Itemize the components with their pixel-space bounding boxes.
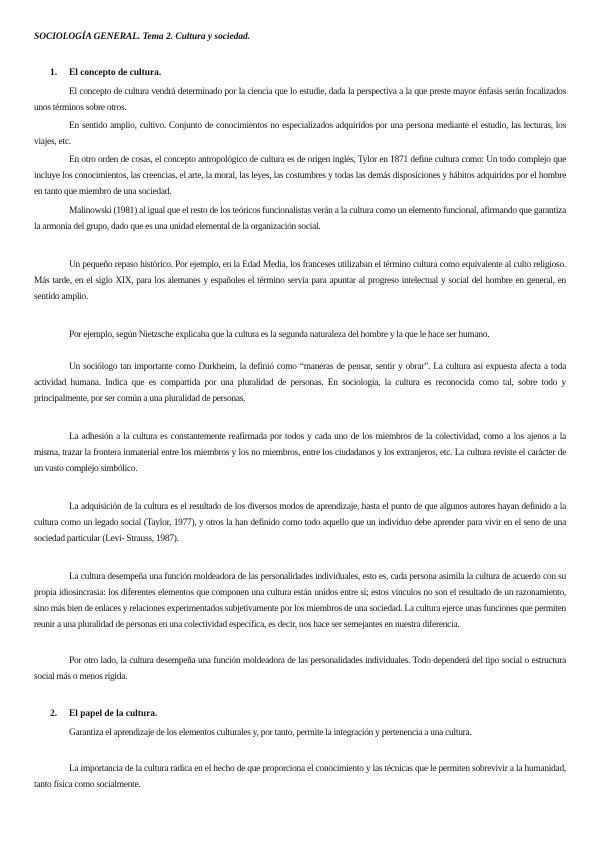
paragraph: La adhesión a la cultura es constantemente reafirmada por todos y cada uno de los miembros de la colectividad, como a los ajenos a la misma, trazar la frontera inmaterial entre los miembros y los no miembros, entre los ciudadanos y los extranjeros, etc. La cultura reviste el carácter de un vasto complejo simbólico.	[34, 432, 566, 475]
paragraph: Por ejemplo, según Nietzsche explicaba que la cultura es la segunda naturaleza del hombre y la que le hace ser humano.	[69, 330, 490, 340]
paragraph: En otro orden de cosas, el concepto antropológico de cultura es de origen inglés, Tylor en 1871 define cultura como: Un todo complejo que incluye los conocimientos, las creencias, el arte, la moral, las leyes, las costumbres y todas las demás disposiciones y hábitos adquiridos por el hombre en tanto que miembro de una sociedad.	[34, 155, 566, 198]
section-heading	[50, 68, 161, 78]
section-number: 2.	[50, 709, 58, 719]
paragraph: Garantiza el aprendizaje de los elementos culturales y, por tanto, permite la integración y pertenencia a una cultura.	[69, 728, 472, 738]
section-heading	[50, 709, 157, 719]
paragraph: Un sociólogo tan importante como Durkheim, la definió como “maneras de pensar, sentir y obrar”. La cultura así expuesta afecta a toda actividad humana. Indica que es compartida por una pluralidad de personas. En sociología, la cultura es reconocida como tal, sobre todo y principalmente, por ser común a una pluralidad de personas.	[34, 362, 566, 405]
section-title: El papel de la cultura.	[69, 709, 158, 719]
paragraph: La adquisición de la cultura es el resultado de los diversos modos de aprendizaje, hasta el punto de que algunos autores hayan definido a la cultura como un legado social (Taylor, 1977), y otros la han definido como todo aquello que un individuo debe aprender para vivir en el seno de una sociedad particular (Levi- Strauss, 1987).	[34, 502, 566, 545]
paragraph: En sentido amplio, cultivo. Conjunto de conocimientos no especializados adquiridos por una persona mediante el estudio, las lecturas, los viajes, etc.	[34, 121, 566, 148]
section-number: 1.	[50, 68, 58, 78]
paragraph: La cultura desempeña una función moldeadora de las personalidades individuales, esto es, cada persona asimila la cultura de acuerdo con su propia idiosincrasia: los diferentes elementos que componen una cultura están unidos entre sí; estos vínculos no son el resultado de un razonamiento, sino más bien de enlaces y relaciones experimentados subjetivamente por los miembros de una sociedad. La cultura ejerce unas funciones que permiten reunir a una pluralidad de personas en una colectividad específica, es decir, nos hace ser semejantes en nuestra diferencia.	[34, 572, 566, 631]
paragraph: El concepto de cultura vendrá determinado por la ciencia que lo estudie, dada la perspectiva a la que preste mayor énfasis serán focalizados unos términos sobre otros.	[34, 87, 566, 114]
section-title: El concepto de cultura.	[69, 68, 162, 78]
paragraph: Por otro lado, la cultura desempeña una función moldeadora de las personalidades individuales. Todo dependerá del tipo social o estructura social más o menos rígida.	[34, 656, 566, 683]
document-title: SOCIOLOGÍA GENERAL. Tema 2. Cultura y sociedad.	[34, 32, 251, 42]
paragraph: Un pequeño repaso histórico. Por ejemplo, en la Edad Media, los franceses utilizaban el término cultura como equivalente al culto religioso. Más tarde, en el siglo XIX, para los alemanes y españoles el término servía para apuntar al progreso intelectual y social del hombre en general, en sentido amplio.	[34, 260, 566, 303]
paragraph: Malinowski (1981) al igual que el resto de los teóricos funcionalistas verán a la cultura como un elemento funcional, afirmando que garantiza la armonía del grupo, dado que es una unidad elemental de la organización social.	[34, 206, 566, 233]
paragraph: La importancia de la cultura radica en el hecho de que proporciona el conocimiento y las técnicas que le permiten sobrevivir a la humanidad, tanto física como socialmente.	[34, 764, 566, 791]
